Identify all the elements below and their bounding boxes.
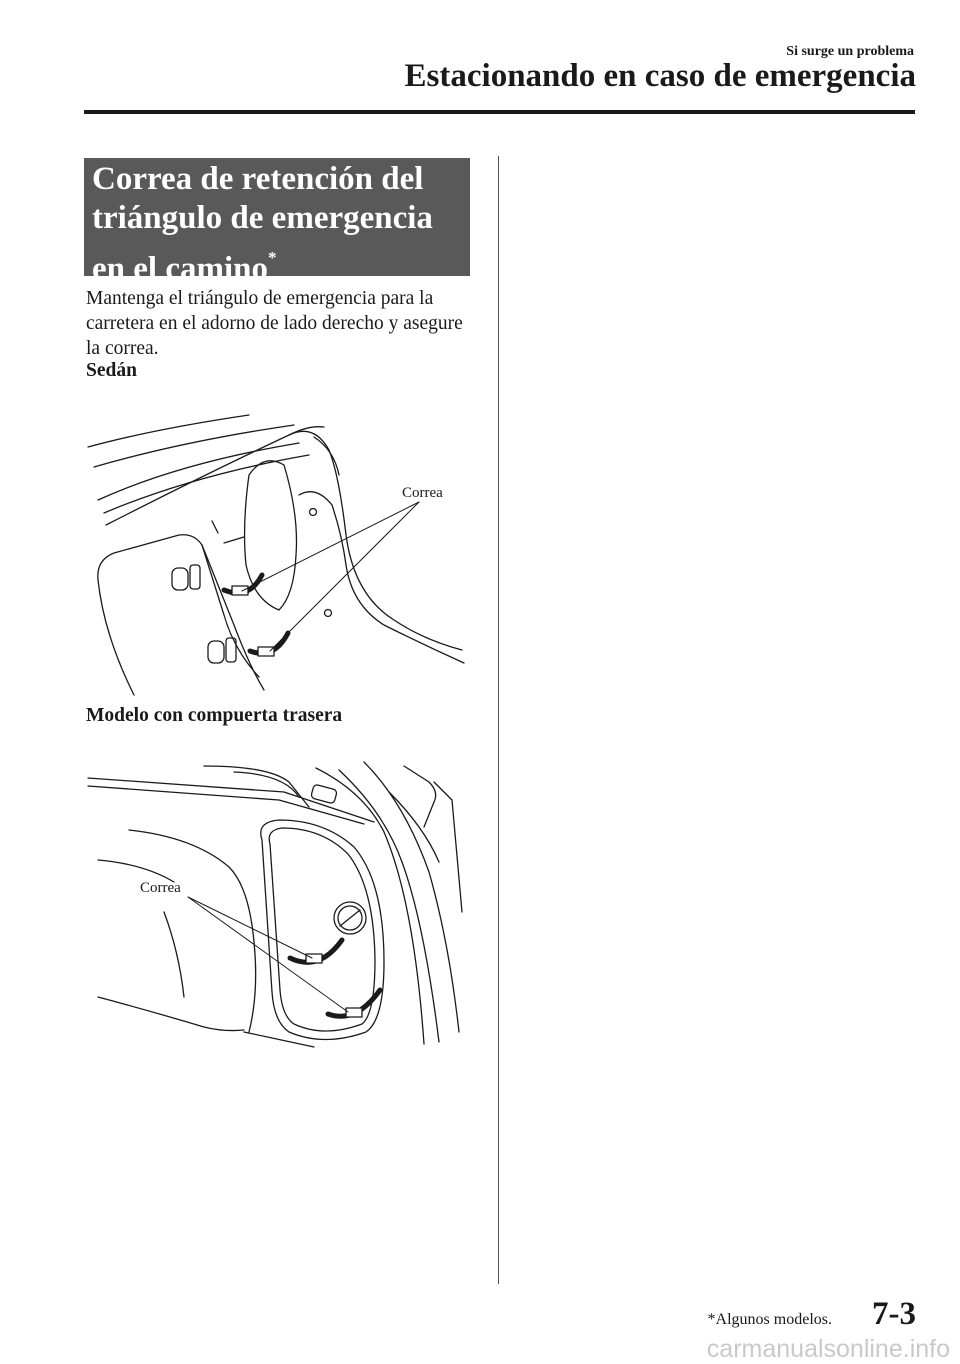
footnote-marker: * [267, 248, 277, 267]
callout-correa-sedan: Correa [402, 485, 443, 501]
hook [190, 565, 200, 589]
hook [172, 568, 188, 590]
lid-knob-slot [340, 910, 360, 926]
callout-correa-hatchback: Correa [140, 880, 181, 896]
watermark: carmanualsonline.info [706, 1335, 950, 1363]
chapter-kicker: Si surge un problema [786, 44, 914, 59]
sedan-label: Sedán [86, 360, 137, 381]
trim-panel-outline [98, 535, 264, 695]
trim-panel-outline [129, 830, 256, 1032]
column-divider [498, 156, 499, 1284]
strap-buckle [346, 1008, 362, 1017]
hatch-edge-line [204, 766, 309, 807]
sedan-strap-illustration [84, 405, 474, 700]
section-heading-line-3: en el camino [92, 251, 268, 287]
pillar-outline [299, 492, 464, 663]
section-heading-line-2: triángulo de emergencia [92, 200, 433, 236]
page-header-title: Estacionando en caso de emergencia [404, 58, 916, 94]
trunk-edge-line [94, 425, 294, 467]
screw [310, 509, 317, 516]
hatchback-label: Modelo con compuerta trasera [86, 705, 343, 726]
trim-mark [212, 521, 218, 533]
header-rule [84, 110, 915, 114]
callout-leader [188, 897, 312, 958]
strap-buckle [306, 954, 322, 963]
trim-panel-outline [164, 912, 184, 997]
hook [208, 641, 224, 663]
section-heading-line-1: Correa de retención del [92, 161, 424, 197]
strap-buckle [232, 586, 248, 595]
trim-mark [224, 537, 244, 543]
page-number: 7-3 [872, 1296, 916, 1332]
pillar-outline [404, 766, 436, 827]
trunk-edge-line [88, 415, 249, 447]
storage-lid-outline [269, 828, 375, 1031]
trunk-edge-line [98, 443, 299, 500]
hatchback-strap-illustration [84, 752, 474, 1052]
trunk-edge-line [104, 455, 309, 513]
pillar-outline [289, 431, 462, 650]
trim-panel-outline [98, 997, 244, 1031]
trim-panel-outline [98, 860, 174, 882]
body-paragraph: Mantenga el triángulo de emergencia para la carretera en el adorno de lado derecho y asegure la correa. [86, 288, 463, 359]
hatch-edge-line [88, 778, 374, 822]
trim-panel-outline [244, 1032, 314, 1047]
callout-leader [242, 502, 419, 591]
section-heading [92, 160, 468, 289]
handle [311, 784, 338, 804]
strap-buckle [258, 647, 274, 656]
screw [325, 610, 332, 617]
footnote: *Algunos modelos. [707, 1311, 832, 1328]
pillar-outline [434, 782, 462, 912]
